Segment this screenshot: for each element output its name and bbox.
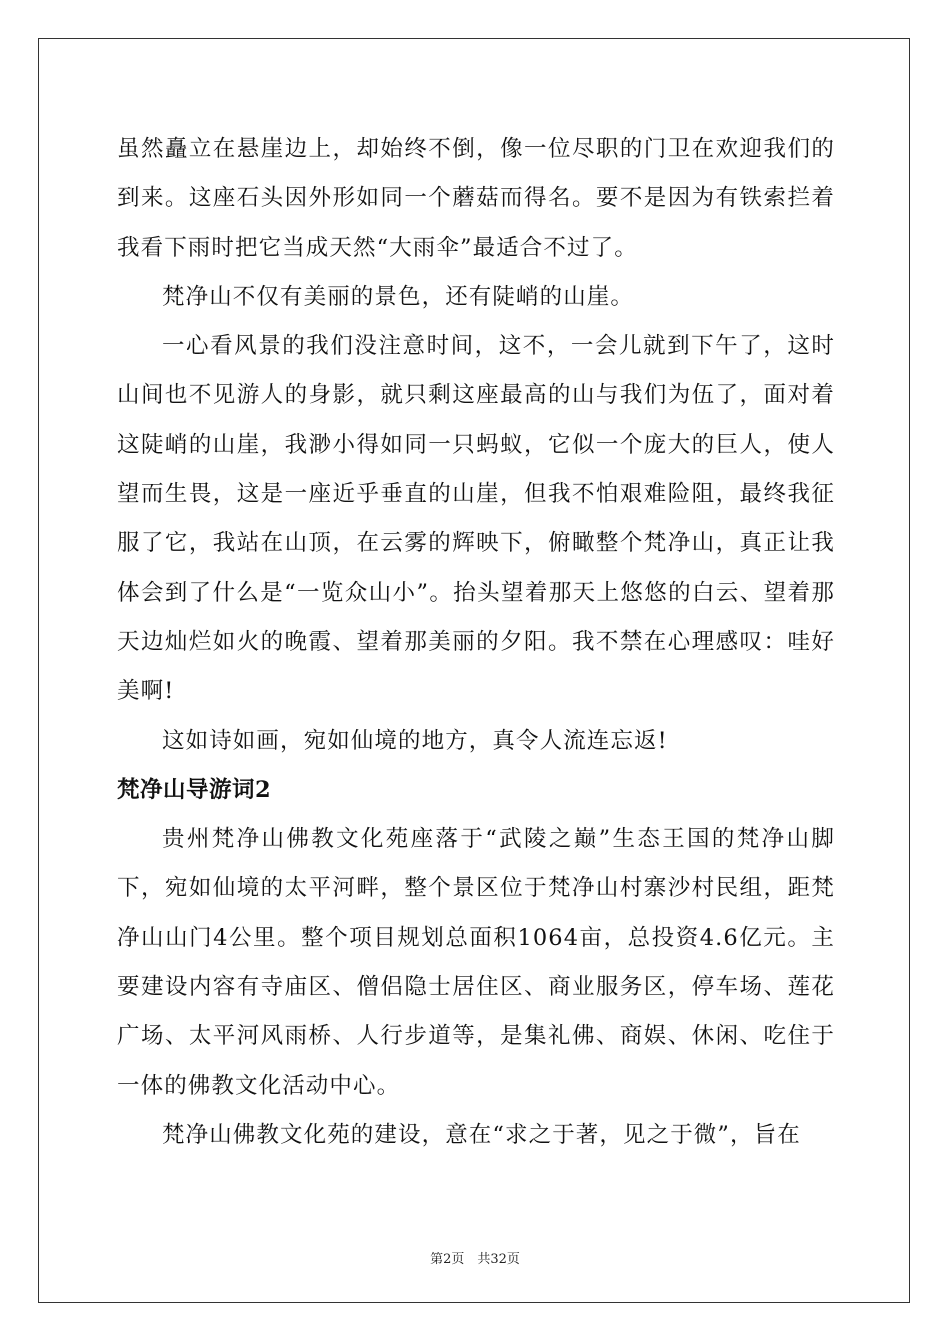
paragraph-5: 贵州梵净山佛教文化苑座落于“武陵之巅”生态王国的梵净山脚下，宛如仙境的太平河畔，整个景区位于梵净山村寨沙村民组，距梵净山山门4公里。整个项目规划总面积1064亩，总投资4.6亿元。主要建设内容有寺庙区、僧侣隐士居住区、商业服务区，停车场、莲花广场、太平河风雨桥、人行步道等，是集礼佛、商娱、休闲、吃住于一体的佛教文化活动中心。 [117,826,835,1099]
paragraph-6: 梵净山佛教文化苑的建设，意在“求之于著，见之于微”，旨在 [162,1121,801,1148]
paragraph-2: 梵净山不仅有美丽的景色，还有陡峭的山崖。 [162,283,635,310]
paragraph-4: 这如诗如画，宛如仙境的地方，真令人流连忘返! [162,727,668,754]
document-body [117,125,835,1160]
section-title: 梵净山导游词2 [117,776,272,803]
paragraph-3: 一心看风景的我们没注意时间，这不，一会儿就到下午了，这时山间也不见游人的身影，就只剩这座最高的山与我们为伍了，面对着这陡峭的山崖，我渺小得如同一只蚂蚁，它似一个庞大的巨人，使人望而生畏，这是一座近乎垂直的山崖，但我不怕艰难险阻，最终我征服了它，我站在山顶，在云雾的辉映下，俯瞰整个梵净山，真正让我体会到了什么是“一览众山小”。抬头望着那天上悠悠的白云、望着那天边灿烂如火的晚霞、望着那美丽的夕阳。我不禁在心理感叹：哇好美啊! [117,333,835,705]
paragraph-1: 虽然矗立在悬崖边上，却始终不倒，像一位尽职的门卫在欢迎我们的到来。这座石头因外形如同一个蘑菇而得名。要不是因为有铁索拦着我看下雨时把它当成天然“大雨伞”最适合不过了。 [117,136,835,261]
page-number-footer: 第2页 共32页 [430,1252,520,1267]
